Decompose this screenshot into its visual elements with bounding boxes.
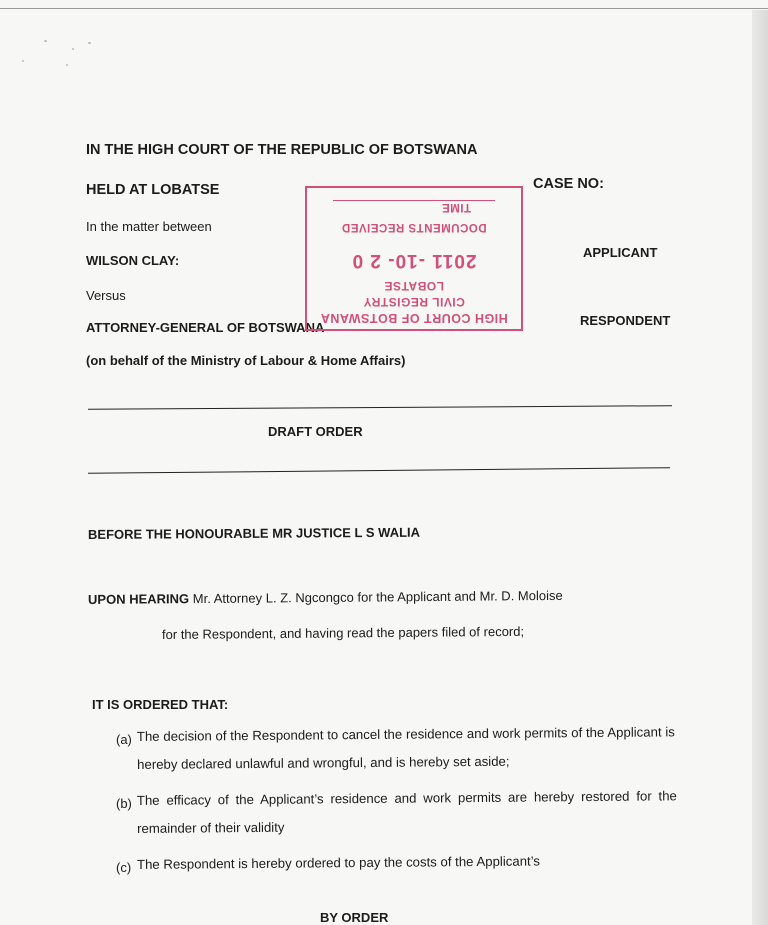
order-c: The Respondent is hereby ordered to pay the costs of the Applicant’s <box>136 853 541 872</box>
scan-speck <box>66 64 68 66</box>
upon-hearing-label: UPON HEARING <box>87 591 190 607</box>
scan-speck <box>22 60 24 62</box>
rule-bottom <box>88 467 670 474</box>
order-marker-b: (b) <box>116 796 132 811</box>
before-judge: BEFORE THE HONOURABLE MR JUSTICE L S WALIA <box>87 524 421 542</box>
registry-stamp <box>305 186 523 331</box>
page-shadow <box>752 10 768 925</box>
order-marker-a: (a) <box>116 732 132 747</box>
by-order: BY ORDER <box>320 910 389 925</box>
upon-hearing-text: Mr. Attorney L. Z. Ngcongco for the Applicant and Mr. D. Moloise <box>189 587 563 607</box>
case-no-label: CASE NO: <box>533 176 604 192</box>
upon-hearing-line2: for the Respondent, and having read the papers filed of record; <box>161 623 525 642</box>
stamp-rule <box>333 200 495 201</box>
respondent-name: ATTORNEY-GENERAL OF BOTSWANA <box>86 320 325 335</box>
document-title: DRAFT ORDER <box>268 424 363 439</box>
applicant-name: WILSON CLAY: <box>86 253 180 268</box>
page-edge <box>0 8 768 9</box>
applicant-role: APPLICANT <box>583 245 658 260</box>
matter-between: In the matter between <box>86 219 212 234</box>
stamp-registry: CIVIL REGISTRY <box>363 295 465 309</box>
stamp-court: HIGH COURT OF BOTSWANA <box>320 311 508 325</box>
on-behalf: (on behalf of the Ministry of Labour & Home Affairs) <box>86 353 406 368</box>
order-marker-c: (c) <box>116 860 132 875</box>
ordered-heading: IT IS ORDERED THAT: <box>92 697 229 712</box>
versus: Versus <box>86 288 126 303</box>
court-heading: IN THE HIGH COURT OF THE REPUBLIC OF BOTSWANA <box>86 142 478 158</box>
upon-hearing-line1 <box>88 588 563 607</box>
scan-speck <box>72 48 74 50</box>
rule-top <box>88 405 672 410</box>
stamp-received: DOCUMENTS RECEIVED <box>341 221 487 233</box>
order-b: The efficacy of the Applicant’s residence and work permits are hereby restored for the remainder of their validity <box>136 788 677 836</box>
scan-speck <box>88 42 91 44</box>
stamp-date: 2011 -10- 2 0 <box>351 250 477 271</box>
respondent-role: RESPONDENT <box>580 313 671 328</box>
scan-speck <box>44 40 47 42</box>
order-a: The decision of the Respondent to cancel the residence and work permits of the Applicant is hereby declared unlawful and wrongful, and is hereby set aside; <box>136 724 675 772</box>
held-at: HELD AT LOBATSE <box>86 182 220 198</box>
stamp-time: TIME <box>441 201 471 213</box>
stamp-place: LOBATSE <box>384 279 444 293</box>
